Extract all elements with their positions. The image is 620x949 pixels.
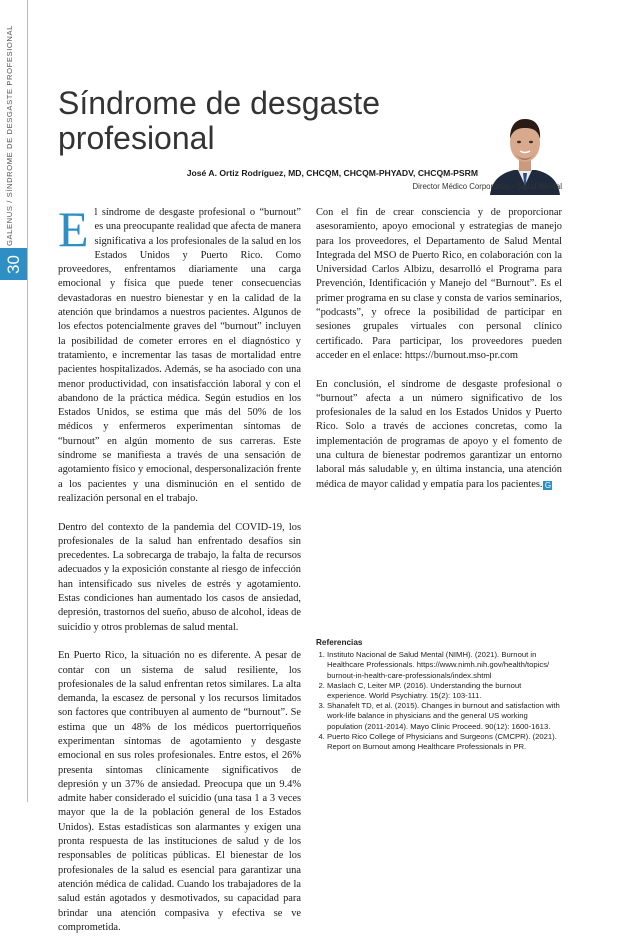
body-column-right <box>316 206 562 506</box>
references-list <box>316 650 562 752</box>
paragraph-4: Con el fin de crear consciencia y de proporcionar asesoramiento, apoyo emocional y estrategias de manejo para los proveedores, el Departamento de Salud Mental Integrada del MSO de Puerto Rico, en colaboración con la Universidad Carlos Albizu, desarrolló el Programa para Prevención, Identificación y Manejo del “Burnout”. Es el primer programa en su clase y consta de varios seminarios, “podcasts”, y ofrece la posibilidad de participar en sesiones grupales virtuales con personal clínico certificado. Para participar, los proveedores pueden acceder en el enlace: https://burnout.mso-pr.com <box>316 207 562 361</box>
references-title: Referencias <box>316 638 363 647</box>
body-column-left <box>58 201 301 949</box>
paragraph-5-text: En conclusión, el síndrome de desgaste profesional o “burnout” afecta a un número significativo de los profesionales de la salud en los Estados Unidos y Puerto Rico. Solo a través de acciones concretas, como la implementación de programas de apoyo y el fomento de una cultura de bienestar podremos garantizar un entorno laboral más saludable y, en última instancia, una atención médica de mayor calidad y empatía para los pacientes. <box>316 378 562 490</box>
section-label: GALENUS / SÍNDROME DE DESGASTE PROFESIONAL <box>5 25 14 246</box>
end-of-article-icon: G <box>544 480 552 490</box>
reference-item: 1. Instituto Nacional de Salud Mental (NIMH). (2021). Burnout in Healthcare Professionals. https://www.nimh.nih.gov/health/topics/ burnout-in-health-care-professionals/index.shtml <box>327 650 562 681</box>
drop-cap: E <box>58 201 89 257</box>
paragraph-1 <box>58 201 301 506</box>
reference-item: 3. Shanafelt TD, et al. (2015). Changes in burnout and satisfaction with work-life balance in physicians and the general US working population (2011-2014). Mayo Clinic Proceed. 90(12): 1600-1613. <box>327 701 562 732</box>
paragraph-3: En Puerto Rico, la situación no es diferente. A pesar de contar con un sistema de salud resiliente, los profesionales de la salud enfrentan retos similares. La alta demanda, la escasez de personal y los recursos limitados son factores que contribuyen al aumento de “burnout”. Se estima que un 48% de los médicos puertorriqueños experimentan síntomas de agotamiento y desgaste emocional en sus roles profesionales. Entre estos, el 26% presenta síntomas clínicamente significativos de depresión y un 37% de ansiedad. Preocupa que un 9.4% admite haber considerado el suicidio (una tasa 1 a 3 veces mayor que la de la población general de los Estados Unidos). Estas estadísticas son alarmantes y exigen una pronta respuesta de las instituciones de salud y de los responsables de políticas públicas. El bienestar de los profesionales de la salud es esencial para garantizar una atención médica de calidad. Cuando los trabajadores de la salud están agotados y desmotivados, su capacidad para brindar una atención compasiva y efectiva se ve comprometida. <box>58 650 301 933</box>
paragraph-2: Dentro del contexto de la pandemia del COVID-19, los profesionales de la salud han enfrentado desafíos sin precedentes. La sobrecarga de trabajo, la falta de recursos adecuados y la exposición constante al riesgo de infección han intensificado sus niveles de estrés y agotamiento. Estas condiciones han aumentado los casos de ansiedad, depresión, trastornos del sueño, abuso de alcohol, ideas de suicidio y otros problemas de salud mental. <box>58 521 301 633</box>
page-number-tab <box>0 248 27 280</box>
page-number: 30 <box>3 254 23 274</box>
paragraph-1-text: l síndrome de desgaste profesional o “burnout” es una preocupante realidad que afecta de manera significativa a los profesionales de la salud en los Estados Unidos y Puerto Rico. Como proveedores, enfrentamos diariamente una carga emocional y física que puede tener consecuencias devastadoras en nuestro bienestar y en la calidad de la atención que brindamos a nuestros pacientes. Algunos de los efectos potencialmente graves del “burnout” incluyen la posibilidad de cometer errores en el diagnóstico y tratamiento, e incrementar las tasas de mortalidad entre pacientes hospitalizados. Además, se ha asociado con una menor productividad, con insatisfacción laboral y con el abandono de la práctica médica. Según estudios en los Estados Unidos, se estima que más del 50% de los médicos y enfermeros experimentan síntomas de “burnout” en algún momento de sus carreras. Este síndrome se manifiesta a través de una sensación de agotamiento físico y emocional, despersonalización frente a los pacientes y una disminución en el sentido de realización personal en el trabajo. <box>58 207 301 504</box>
paragraph-5 <box>316 378 562 492</box>
title-line-1: Síndrome de desgaste <box>58 85 380 121</box>
title-line-2: profesional <box>58 120 215 156</box>
author-role: Director Médico Corporativo - Salud Mental <box>412 182 562 191</box>
article-title <box>58 86 418 156</box>
reference-item: 4. Puerto Rico College of Physicians and Surgeons (CMCPR). (2021). Report on Burnout among Healthcare Professionals in PR. <box>327 732 562 752</box>
references <box>316 638 562 752</box>
author-name: José A. Ortiz Rodríguez, MD, CHCQM, CHCQM-PHYADV, CHCQM-PSRM <box>186 168 478 178</box>
margin-divider <box>27 0 28 802</box>
reference-item: 2. Maslach C, Leiter MP. (2016). Understanding the burnout experience. World Psychiatry. 15(2): 103-111. <box>327 681 562 701</box>
